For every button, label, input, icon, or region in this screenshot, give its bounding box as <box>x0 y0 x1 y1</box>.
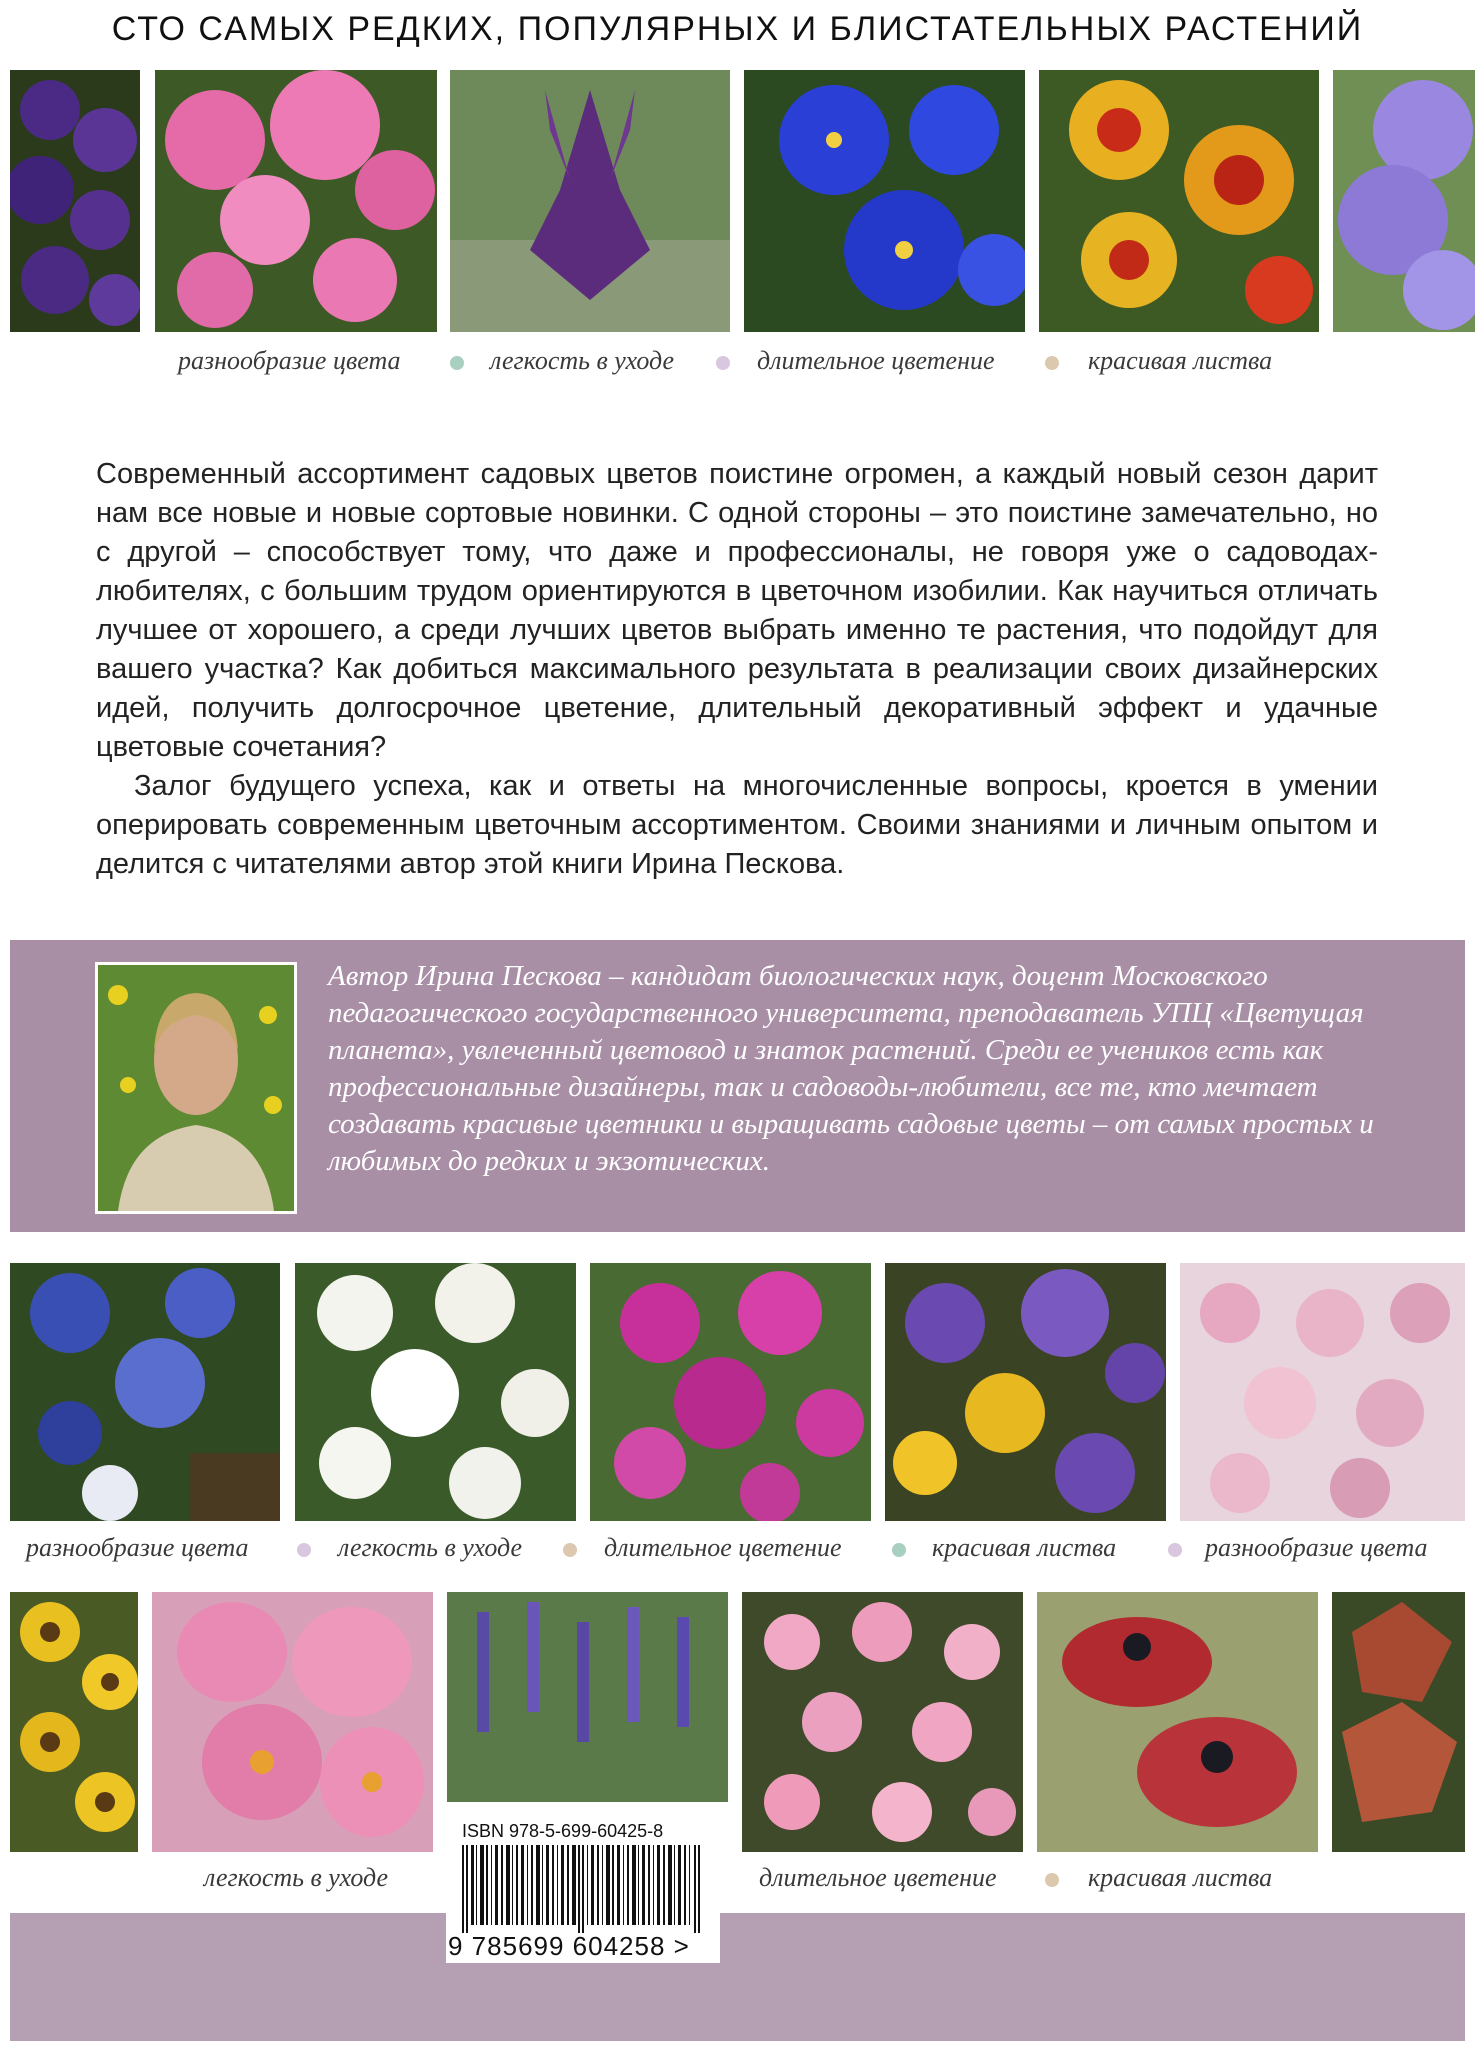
photo-papaver <box>1037 1592 1318 1852</box>
barcode-digits: 9 785699 604258 > <box>448 1931 690 1961</box>
separator-dot <box>1045 1873 1059 1887</box>
photo-phlox <box>155 70 437 332</box>
photo-gaillardia <box>1039 70 1319 332</box>
separator-dot <box>892 1543 906 1557</box>
middle-caption-row <box>0 1533 1475 1573</box>
photo-tradescantia <box>744 70 1025 332</box>
caption-easy-care: легкость в уходе <box>204 1863 389 1892</box>
caption-long-bloom: длительное цветение <box>604 1533 842 1562</box>
caption-color-variety: разнообразие цвета <box>26 1533 249 1562</box>
bottom-caption-row <box>0 1863 1475 1903</box>
photo-primula <box>1333 70 1475 332</box>
separator-dot <box>1168 1543 1182 1557</box>
barcode-icon <box>462 1845 704 1933</box>
photo-veronica <box>447 1592 728 1802</box>
photo-colchicum <box>152 1592 433 1852</box>
top-photo-row <box>0 70 1475 332</box>
caption-easy-care: легкость в уходе <box>338 1533 523 1562</box>
caption-foliage: красивая листва <box>932 1533 1117 1562</box>
top-caption-row <box>0 346 1475 386</box>
separator-dot <box>297 1543 311 1557</box>
separator-dot <box>563 1543 577 1557</box>
author-band <box>10 940 1465 1232</box>
photo-crocus <box>885 1263 1166 1521</box>
separator-dot <box>1045 356 1059 370</box>
caption-color-variety: разнообразие цвета <box>178 346 401 375</box>
photo-foliage-red <box>1332 1592 1465 1852</box>
bottom-photo-row <box>0 1592 1475 1852</box>
caption-long-bloom: длительное цветение <box>757 346 995 375</box>
caption-easy-care: легкость в уходе <box>490 346 675 375</box>
intro-text <box>96 455 1378 884</box>
book-series-title: СТО САМЫХ РЕДКИХ, ПОПУЛЯРНЫХ И БЛИСТАТЕЛЬНЫХ РАСТЕНИЙ <box>111 10 1364 48</box>
bottom-color-band <box>10 1913 1465 2041</box>
intro-paragraph-2: Залог будущего успеха, как и ответы на многочисленные вопросы, кроется в умении оперировать современным цветочным ассортиментом. Своими знаниями и личным опытом и делится с читателями автор этой книги Ирина Пескова. <box>96 770 1378 880</box>
photo-iris <box>10 1263 280 1521</box>
author-bio: Автор Ирина Пескова – кандидат биологических наук, доцент Московского педагогического государственного университета, преподаватель УПЦ «Цветущая планета», увлеченный цветовод и знаток растений. Среди ее учеников есть как профессиональные дизайнеры, так и садоводы-любители, все те, кто мечтает создавать красивые цветники и выращивать садовые цветы – от самых простых и любимых до редких и экзотических. <box>328 960 1374 1177</box>
photo-saxifraga <box>742 1592 1023 1852</box>
photo-helenium <box>10 1592 138 1852</box>
isbn-label: ISBN 978-5-699-60425-8 <box>462 1821 664 1841</box>
caption-color-variety: разнообразие цвета <box>1205 1533 1428 1562</box>
author-photo <box>95 962 297 1214</box>
separator-dot <box>716 356 730 370</box>
photo-arabis <box>1180 1263 1465 1521</box>
caption-foliage: красивая листва <box>1088 1863 1273 1892</box>
separator-dot <box>450 356 464 370</box>
photo-sweet-pea <box>590 1263 871 1521</box>
photo-clematis <box>10 70 140 332</box>
intro-paragraph-1: Современный ассортимент садовых цветов поистине огромен, а каждый новый сезон дарит нам все новые и новые сортовые новинки. С одной стороны – это поистине замечательно, но с другой – способствует тому, что даже и профессионалы, не говоря уже о садоводах-любителях, с большим трудом ориентируются в цветочном изобилии. Как научиться отличать лучшее от хорошего, а среди лучших цветов выбрать именно те растения, что подойдут для вашего участка? Как добиться максимального результата в реализации своих дизайнерских идей, получить долгосрочное цветение, длительный декоративный эффект и удачные цветовые сочетания? <box>96 458 1378 763</box>
caption-foliage: красивая листва <box>1088 346 1273 375</box>
caption-long-bloom: длительное цветение <box>759 1863 997 1892</box>
isbn-barcode <box>446 1815 720 1963</box>
photo-aquilegia <box>450 70 730 332</box>
middle-photo-row <box>0 1263 1475 1521</box>
photo-lilies <box>295 1263 576 1521</box>
